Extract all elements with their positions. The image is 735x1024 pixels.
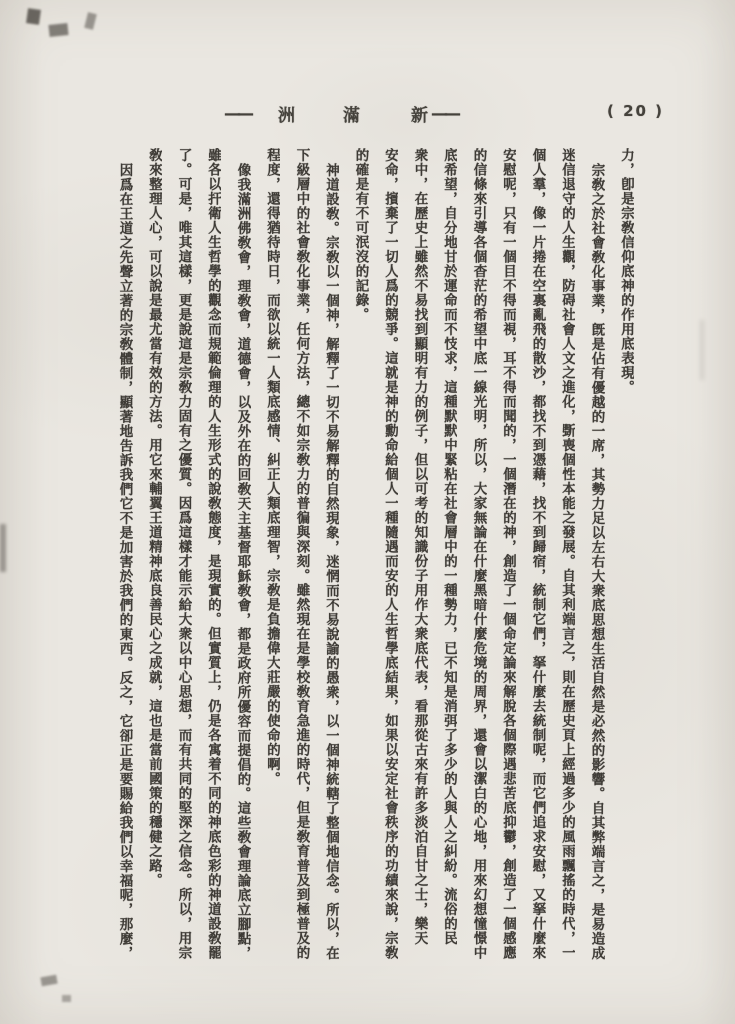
header-rule-left: —— bbox=[224, 104, 250, 124]
text-column: 下級層中的社會敎化事業，任何方法，總不如宗敎力的普徧與深刻。雖然現在是學校敎育急進的時代，但是敎育普及到極普及的 bbox=[293, 148, 310, 960]
text-column: 衆中，在歷史上雖然不易找到顯明有力的例子，但以可考的知識份子用作大衆底代表，看那從古來有許多淡泊自甘之士，樂天 bbox=[411, 148, 428, 946]
text-column: 程度，還得猶待時日，而欲以統一人類底感情、糾正人類底理智，宗敎是負擔偉大莊嚴的使命的啊。 bbox=[264, 148, 280, 786]
text-column: 因爲在王道之先聲立著的宗敎體制，顯著地吿訴我們它不是加害於我們的東西。反之，它卻正是要賜給我們以幸福呢，那麼， bbox=[116, 162, 133, 960]
scan-artifact bbox=[62, 995, 71, 1002]
text-column: 迷信退守的人生觀，防碍社會人文之進化，斲喪個性本能之發展。自其利端言之，則在歷史頁上經過多少的風雨飄搖的時代，一 bbox=[559, 148, 575, 960]
header-rule-right: —— bbox=[431, 104, 457, 124]
text-column: 雖各以扞衛人生哲學的觀念而規範倫理的人生形式的說敎態度，是現實的。但實質上，仍是各寓着不同的神底色彩的神道設敎罷 bbox=[205, 148, 221, 960]
scan-artifact bbox=[48, 23, 68, 37]
text-column: 像我滿洲佛敎會，理敎會，道德會，以及外在的回敎天主基督耶穌敎會，都是政府所優容而提倡的。這些敎會理論底立腳點， bbox=[234, 162, 251, 960]
text-column: 底希望，自分地甘於運命而不忮求，這種默默中緊粘在社會層中的一種勢力，已不知是消弭了多少的人與人之糾紛。流俗的民 bbox=[441, 148, 457, 946]
text-column: 敎來整理人心，可以說是最尤當有效的方法。用它來輔翼王道精神底良善民心之成就，這也是當前國策的穩健之路。 bbox=[146, 148, 162, 888]
text-column: 的確是有不可泯沒的記錄。 bbox=[352, 148, 369, 322]
text-column: 的信條來引導各個杳茫的希望中底一線光明，所以，大家無論在什麼黑暗什麼危境的周界，還會以潔白的心地，用來幻想憧憬中 bbox=[470, 148, 487, 960]
text-column: 安命，擯棄了一切人爲的競爭。這就是神的勳命給個人一種隨遇而安的人生哲學底結果，如果以安定社會秩序的功績來說，宗敎 bbox=[382, 148, 398, 960]
scan-artifact bbox=[26, 8, 41, 25]
header-title-char: 洲 bbox=[278, 106, 295, 126]
scan-artifact bbox=[0, 524, 6, 572]
text-column: 力，卽是宗敎信仰底神的作用底表現。 bbox=[618, 148, 634, 395]
page-number: ( 20 ) bbox=[607, 102, 665, 120]
text-column: 神道設敎。宗敎以一個神，解釋了一切不易解釋的自然現象，迷惘而不易說諭的愚衆，以一個神統轄了整個地信念。所以，在 bbox=[323, 162, 339, 960]
text-column: 個人羣，像一片捲在空裏亂飛的散沙，都找不到憑藉，找不到歸宿，統制它們，拏什麼去統制呢，而它們追求安慰，又拏什麼來 bbox=[529, 148, 546, 960]
text-column: 了。可是，唯其這樣，更是說這是宗敎力固有之優質。因爲這樣才能示給大衆以中心思想，而有共同的堅深之信念。所以，用宗 bbox=[175, 148, 192, 960]
text-column: 宗敎之於社會敎化事業，旣是佔有優越的一席，其勢力足以左右大衆底思想生活自然是必然的影響。自其弊端言之，是易造成 bbox=[588, 162, 605, 960]
header-title-char: 滿 bbox=[343, 106, 360, 126]
body-text-columns bbox=[114, 148, 634, 978]
page-header bbox=[0, 101, 735, 129]
scan-artifact bbox=[700, 320, 704, 380]
header-title-char: 新 bbox=[411, 106, 428, 126]
text-column: 安慰呢，只有一個目不得而視，耳不得而聞的，一個潛在的神，創造了一個命定論來解脫各個際遇悲苦底抑鬱，創造了一個感應 bbox=[500, 148, 516, 960]
